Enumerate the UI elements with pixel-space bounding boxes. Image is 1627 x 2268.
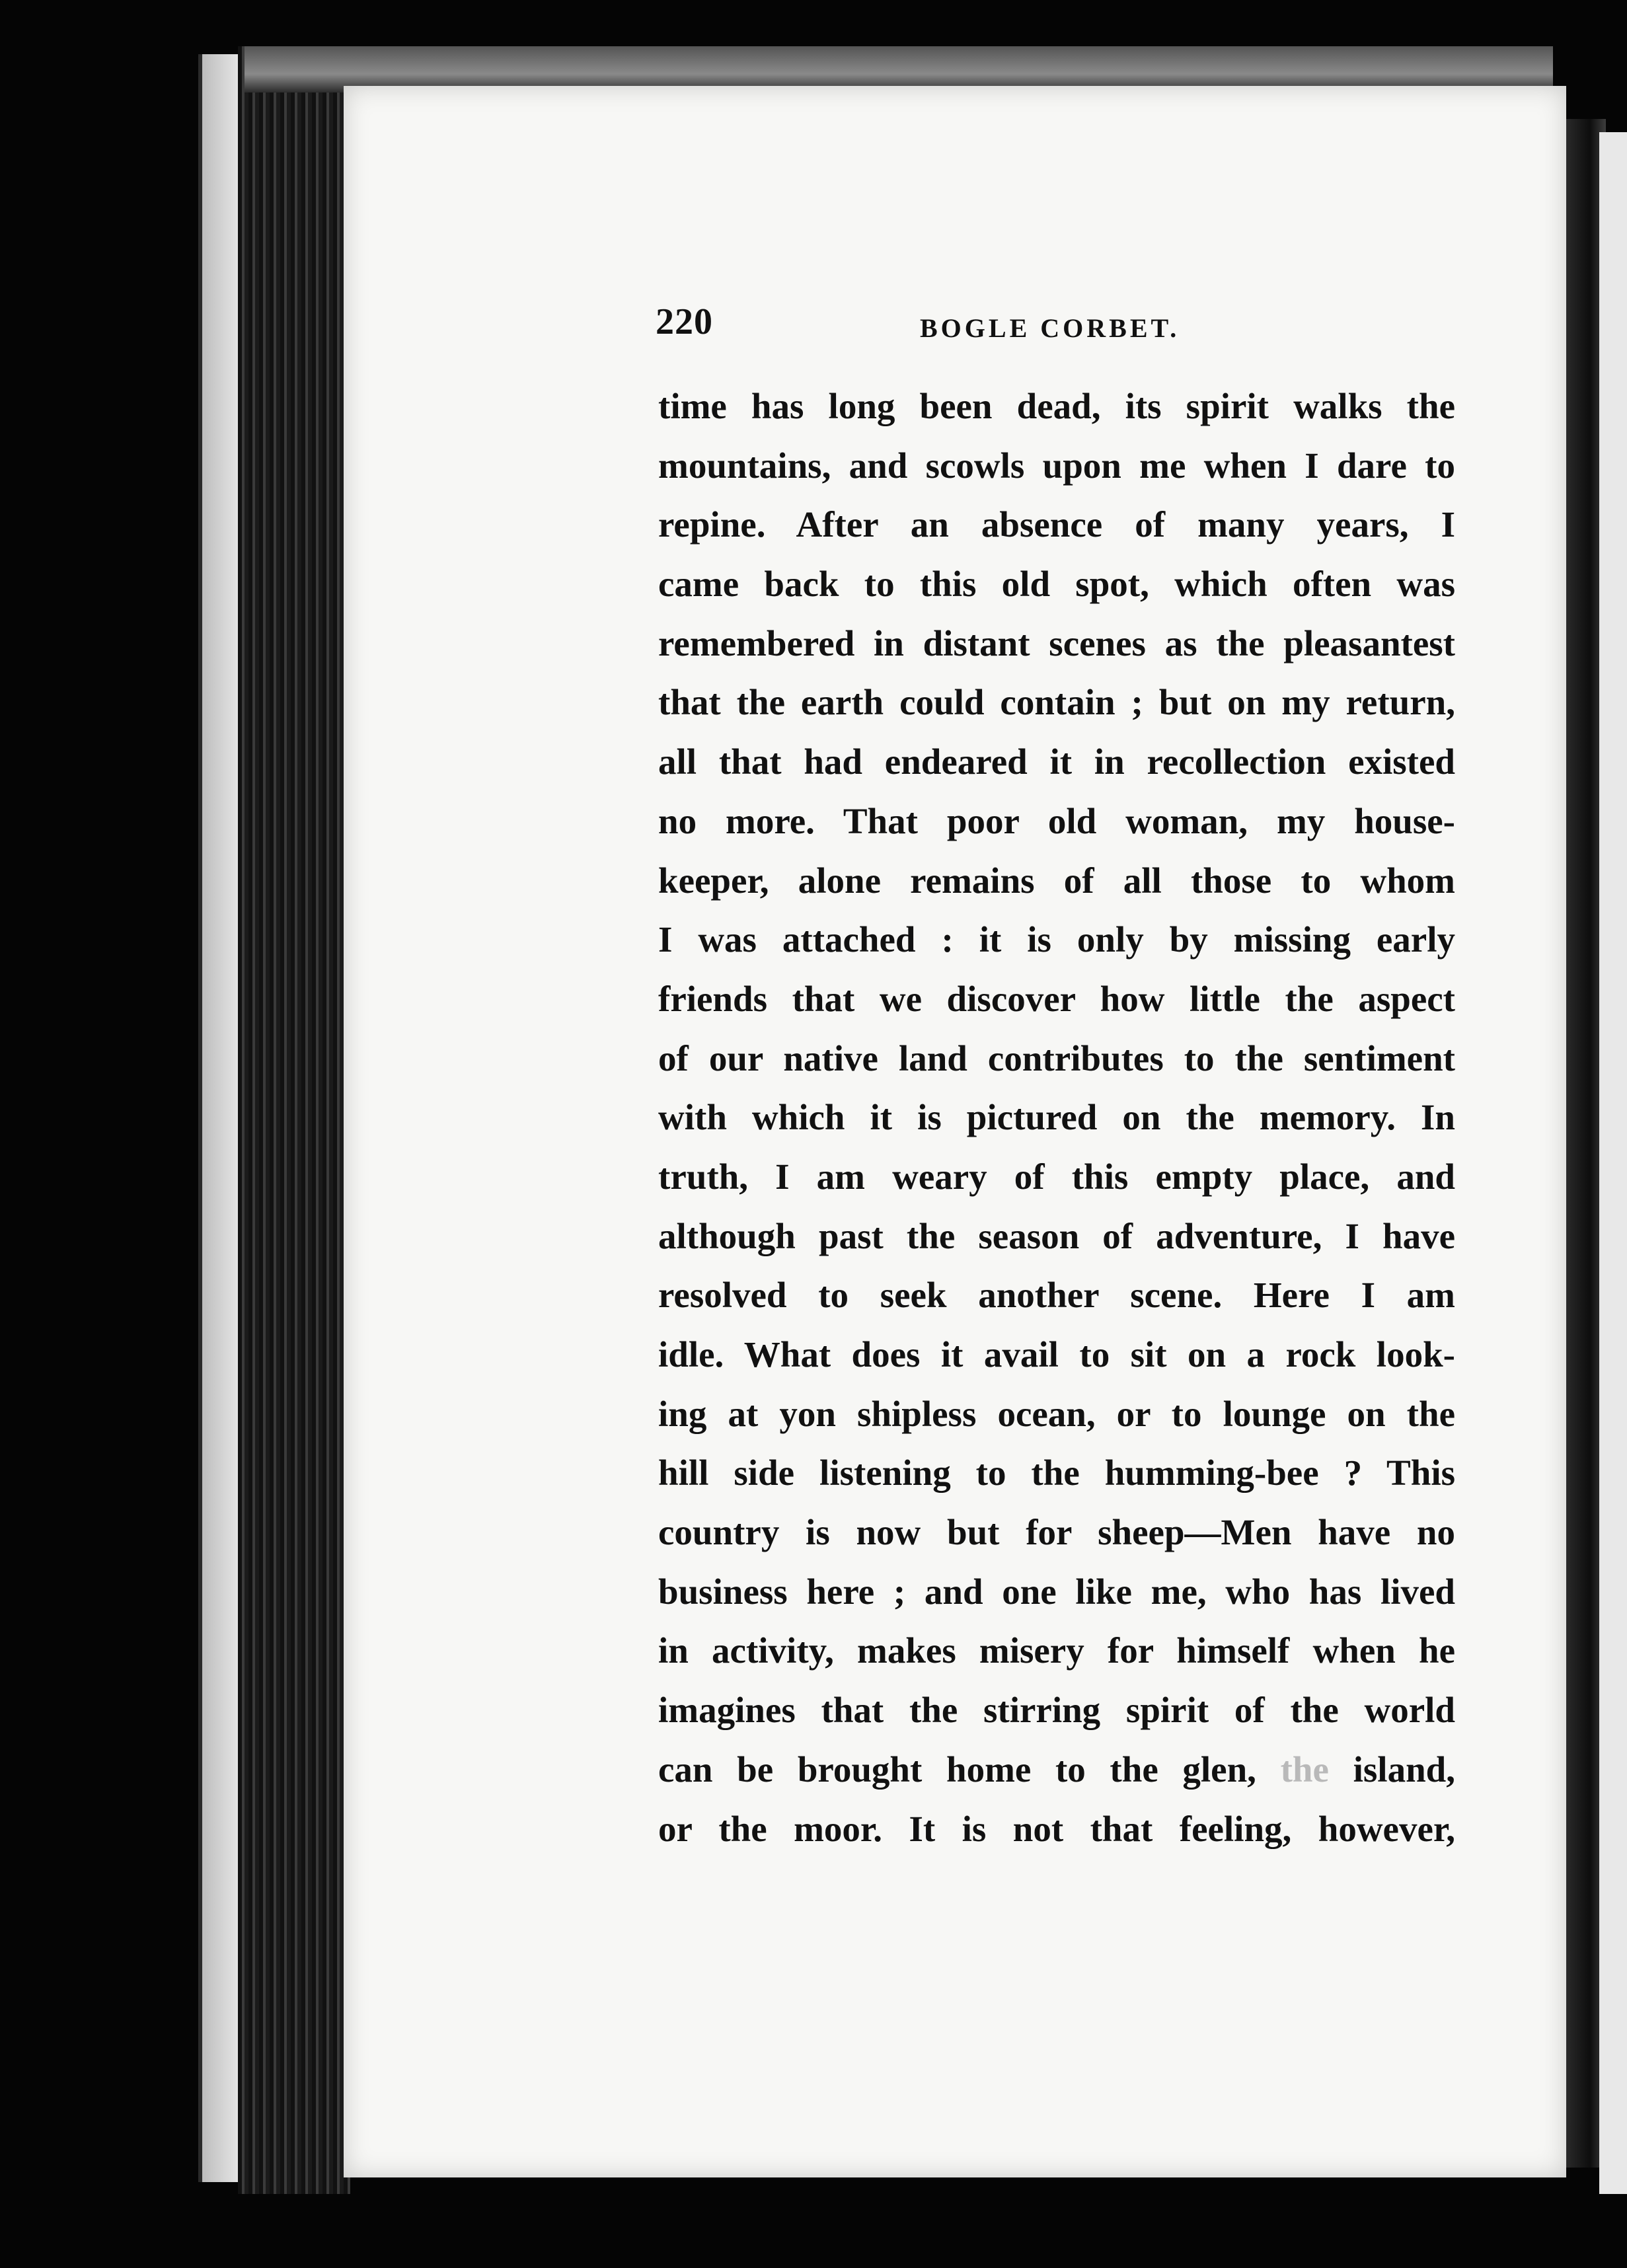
text-line: of our native land contributes to the sentiment	[658, 1038, 1455, 1078]
text-line: business here ; and one like me, who has lived	[658, 1571, 1455, 1612]
running-title: BOGLE CORBET.	[920, 313, 1180, 343]
text-line	[658, 1740, 1455, 1799]
text-line: truth, I am weary of this empty place, and	[658, 1156, 1455, 1197]
text-line: or the moor. It is not that feeling, however,	[658, 1808, 1455, 1849]
running-header	[656, 301, 1197, 354]
text-line: came back to this old spot, which often was	[658, 564, 1455, 605]
text-line: with which it is pictured on the memory. In	[658, 1097, 1455, 1138]
text-line: imagines that the stirring spirit of the world	[658, 1690, 1455, 1731]
page-number: 220	[656, 301, 713, 342]
text-line: mountains, and scowls upon me when I dare to	[658, 445, 1455, 486]
text-line: idle. What does it avail to sit on a rock look-	[658, 1334, 1455, 1375]
text-line: repine. After an absence of many years, I	[658, 504, 1455, 545]
text-line: resolved to seek another scene. Here I am	[658, 1275, 1455, 1316]
text-line: all that had endeared it in recollection existed	[658, 741, 1455, 782]
facing-page-edge	[1599, 132, 1627, 2194]
page-stack-gutter	[238, 46, 350, 2194]
text-fragment: can be brought home to the glen,	[658, 1749, 1281, 1790]
text-line: that the earth could contain ; but on my return,	[658, 682, 1455, 723]
text-line: no more. That poor old woman, my house-	[658, 800, 1455, 841]
text-line: although past the season of adventure, I have	[658, 1215, 1455, 1256]
text-line: country is now but for sheep—Men have no	[658, 1512, 1455, 1553]
text-line: in activity, makes misery for himself when he	[658, 1630, 1455, 1671]
text-line: keeper, alone remains of all those to whom	[658, 860, 1455, 901]
text-line: friends that we discover how little the aspect	[658, 978, 1455, 1019]
text-line: ing at yon shipless ocean, or to lounge on the	[658, 1393, 1455, 1434]
body-text	[658, 377, 1455, 1858]
text-line: remembered in distant scenes as the pleasantest	[658, 623, 1455, 663]
text-line: I was attached : it is only by missing early	[658, 919, 1455, 960]
faded-word: the	[1280, 1749, 1329, 1790]
text-line: time has long been dead, its spirit walks the	[658, 386, 1455, 426]
text-fragment: island,	[1328, 1749, 1455, 1790]
text-line: hill side listening to the humming-bee ? This	[658, 1453, 1455, 1493]
